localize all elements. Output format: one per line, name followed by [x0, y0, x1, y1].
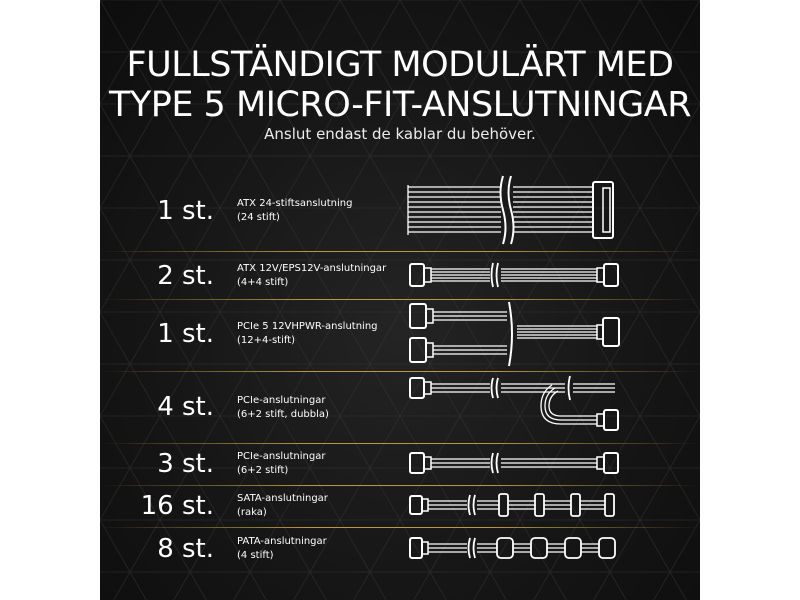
- cable-pin-detail: (12+4-stift): [237, 335, 296, 346]
- cable-row-eps12v: [100, 253, 700, 298]
- quantity-label: 3 st.: [157, 449, 214, 479]
- cable-name: PCIe 5 12VHPWR-anslutning: [237, 321, 378, 332]
- cable-description: [237, 320, 378, 348]
- pcie-dual-cable-icon: [405, 372, 635, 440]
- cable-pin-detail: (raka): [237, 507, 267, 518]
- quantity-label: 16 st.: [140, 491, 214, 521]
- cable-name: ATX 24-stiftsanslutning: [237, 198, 353, 209]
- eps12v-cable-icon: [405, 255, 635, 297]
- headline-line-2: TYPE 5 MICRO-FIT-ANSLUTNINGAR: [108, 85, 692, 125]
- cable-name: ATX 12V/EPS12V-anslutningar: [237, 263, 387, 274]
- headline-line-1: FULLSTÄNDIGT MODULÄRT MED: [126, 45, 674, 85]
- cable-row-pcie: [100, 444, 700, 484]
- quantity-label: 4 st.: [157, 392, 214, 422]
- cable-row-pata: [100, 528, 700, 573]
- cable-description: [237, 535, 327, 563]
- row-separator: [100, 527, 700, 528]
- quantity-label: 2 st.: [157, 261, 214, 291]
- cable-pin-detail: (4 stift): [237, 550, 274, 561]
- pcie-cable-icon: [405, 446, 635, 482]
- cable-row-12vhpwr: [100, 300, 700, 370]
- cable-name: SATA-anslutningar: [237, 493, 328, 504]
- product-feature-panel: [100, 0, 700, 600]
- cable-name: PCIe-anslutningar: [237, 451, 326, 462]
- row-separator: [100, 485, 700, 486]
- subtitle: Anslut endast de kablar du behöver.: [264, 125, 536, 143]
- cable-description: [237, 262, 386, 290]
- cable-description: [237, 492, 328, 520]
- quantity-label: 8 st.: [157, 534, 214, 564]
- cable-pin-detail: (24 stift): [237, 212, 280, 223]
- atx-24pin-cable-icon: [405, 170, 635, 250]
- pata-cable-icon: [405, 530, 635, 566]
- cable-pin-detail: (6+2 stift): [237, 465, 289, 476]
- cable-row-sata: [100, 486, 700, 526]
- row-separator: [100, 299, 700, 300]
- cable-name: PCIe-anslutningar: [237, 395, 326, 406]
- quantity-label: 1 st.: [157, 319, 214, 349]
- cable-pin-detail: (6+2 stift, dubbla): [237, 409, 329, 420]
- cable-pin-detail: (4+4 stift): [237, 277, 289, 288]
- cable-row-atx24: [100, 170, 700, 250]
- cable-description: [237, 197, 352, 225]
- cable-name: PATA-anslutningar: [237, 536, 327, 547]
- cable-description: [237, 450, 325, 478]
- 12vhpwr-cable-icon: [405, 300, 635, 368]
- quantity-label: 1 st.: [157, 196, 214, 226]
- row-separator: [100, 443, 700, 444]
- cable-row-pcie-dual: [100, 372, 700, 442]
- row-separator: [100, 251, 700, 252]
- row-separator: [100, 371, 700, 372]
- sata-cable-icon: [405, 488, 635, 524]
- cable-description: [237, 394, 329, 422]
